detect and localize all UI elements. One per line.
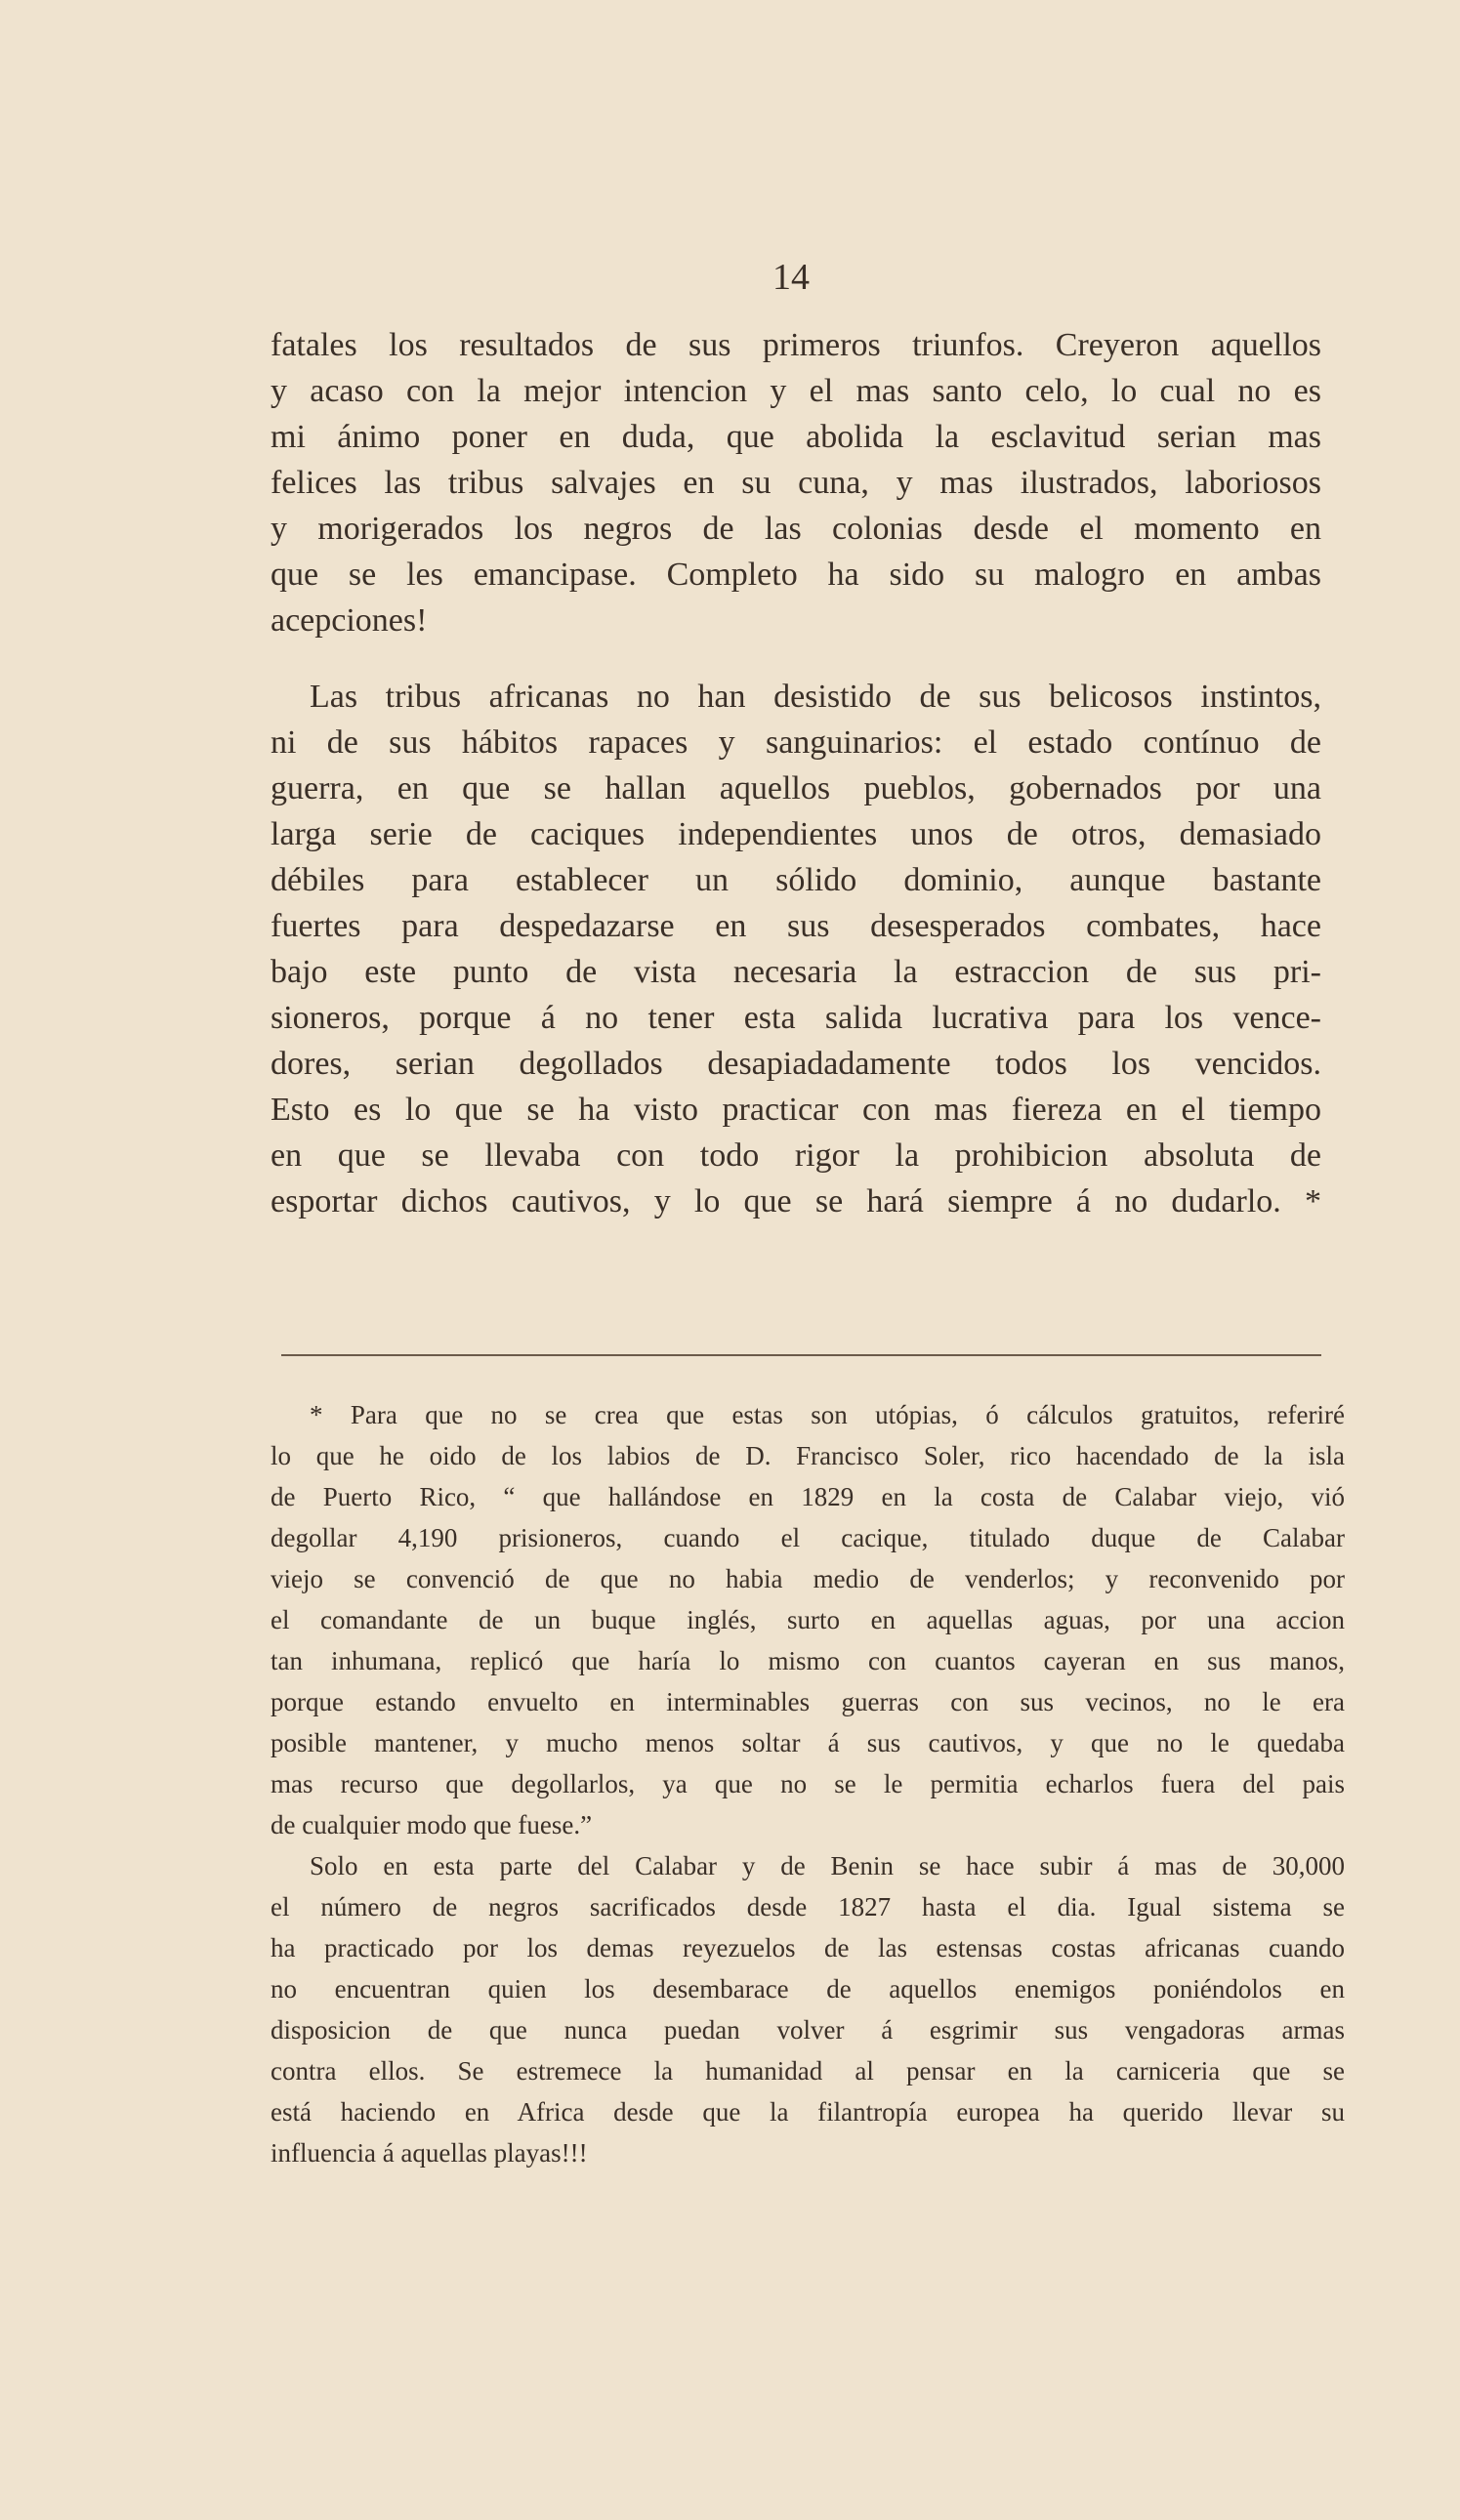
footnote-line: está haciendo en Africa desde que la filantropía europea ha querido llevar su — [271, 2097, 1345, 2127]
footnote-line: influencia á aquellas playas!!! — [271, 2138, 588, 2168]
text-line: guerra, en que se hallan aquellos pueblos, gobernados por una — [271, 770, 1321, 806]
footnote-line: de cualquier modo que fuese.” — [271, 1810, 593, 1839]
text-line: mi ánimo poner en duda, que abolida la esclavitud serian mas — [271, 419, 1321, 455]
footnote-line: Solo en esta parte del Calabar y de Benin se hace subir á mas de 30,000 — [310, 1851, 1345, 1880]
footnote-line: tan inhumana, replicó que haría lo mismo con cuantos cayeran en sus manos, — [271, 1646, 1345, 1675]
text-line: y acaso con la mejor intencion y el mas santo celo, lo cual no es — [271, 373, 1321, 409]
page-number: 14 — [772, 257, 810, 298]
footnote-line: el número de negros sacrificados desde 1827 hasta el dia. Igual sistema se — [271, 1892, 1345, 1921]
text-line: esportar dichos cautivos, y lo que se hará siempre á no dudarlo. * — [271, 1183, 1321, 1219]
text-line: bajo este punto de vista necesaria la estraccion de sus pri- — [271, 954, 1321, 990]
footnote-line: mas recurso que degollarlos, ya que no se le permitia echarlos fuera del pais — [271, 1769, 1345, 1798]
paragraph-2 — [271, 674, 1321, 1224]
footnote-line: de Puerto Rico, “ que hallándose en 1829 en la costa de Calabar viejo, vió — [271, 1482, 1345, 1511]
footnote-line: porque estando envuelto en interminables guerras con sus vecinos, no le era — [271, 1687, 1345, 1716]
footnote — [271, 1394, 1345, 2173]
text-line: débiles para establecer un sólido dominio, aunque bastante — [271, 862, 1321, 898]
paragraph-1 — [271, 322, 1321, 643]
text-line: fatales los resultados de sus primeros triunfos. Creyeron aquellos — [271, 327, 1321, 363]
text-line: larga serie de caciques independientes unos de otros, demasiado — [271, 816, 1321, 852]
text-line: Esto es lo que se ha visto practicar con mas fiereza en el tiempo — [271, 1092, 1321, 1128]
footnote-line: no encuentran quien los desembarace de aquellos enemigos poniéndolos en — [271, 1974, 1345, 2004]
footnote-line: lo que he oido de los labios de D. Francisco Soler, rico hacendado de la isla — [271, 1441, 1345, 1470]
text-line: y morigerados los negros de las colonias desde el momento en — [271, 511, 1321, 547]
text-line: fuertes para despedazarse en sus desesperados combates, hace — [271, 908, 1321, 944]
text-line: que se les emancipase. Completo ha sido su malogro en ambas — [271, 557, 1321, 593]
footnote-line: degollar 4,190 prisioneros, cuando el cacique, titulado duque de Calabar — [271, 1523, 1345, 1552]
text-line: sioneros, porque á no tener esta salida lucrativa para los vence- — [271, 1000, 1321, 1036]
text-line: en que se llevaba con todo rigor la prohibicion absoluta de — [271, 1137, 1321, 1174]
footnote-line: * Para que no se crea que estas son utópias, ó cálculos gratuitos, referiré — [310, 1400, 1345, 1429]
footnote-line: ha practicado por los demas reyezuelos de las estensas costas africanas cuando — [271, 1933, 1345, 1962]
footnote-divider — [281, 1354, 1321, 1356]
footnote-line: posible mantener, y mucho menos soltar á sus cautivos, y que no le quedaba — [271, 1728, 1345, 1757]
text-line: ni de sus hábitos rapaces y sanguinarios: el estado contínuo de — [271, 724, 1321, 761]
footnote-line: el comandante de un buque inglés, surto en aquellas aguas, por una accion — [271, 1605, 1345, 1634]
text-line: acepciones! — [271, 602, 428, 639]
footnote-line: viejo se convenció de que no habia medio de venderlos; y reconvenido por — [271, 1564, 1345, 1593]
text-line: Las tribus africanas no han desistido de sus belicosos instintos, — [310, 679, 1321, 715]
text-line: felices las tribus salvajes en su cuna, y mas ilustrados, laboriosos — [271, 465, 1321, 501]
footnote-line: disposicion de que nunca puedan volver á esgrimir sus vengadoras armas — [271, 2015, 1345, 2045]
text-line: dores, serian degollados desapiadadamente todos los vencidos. — [271, 1046, 1321, 1082]
footnote-line: contra ellos. Se estremece la humanidad al pensar en la carniceria que se — [271, 2056, 1345, 2086]
